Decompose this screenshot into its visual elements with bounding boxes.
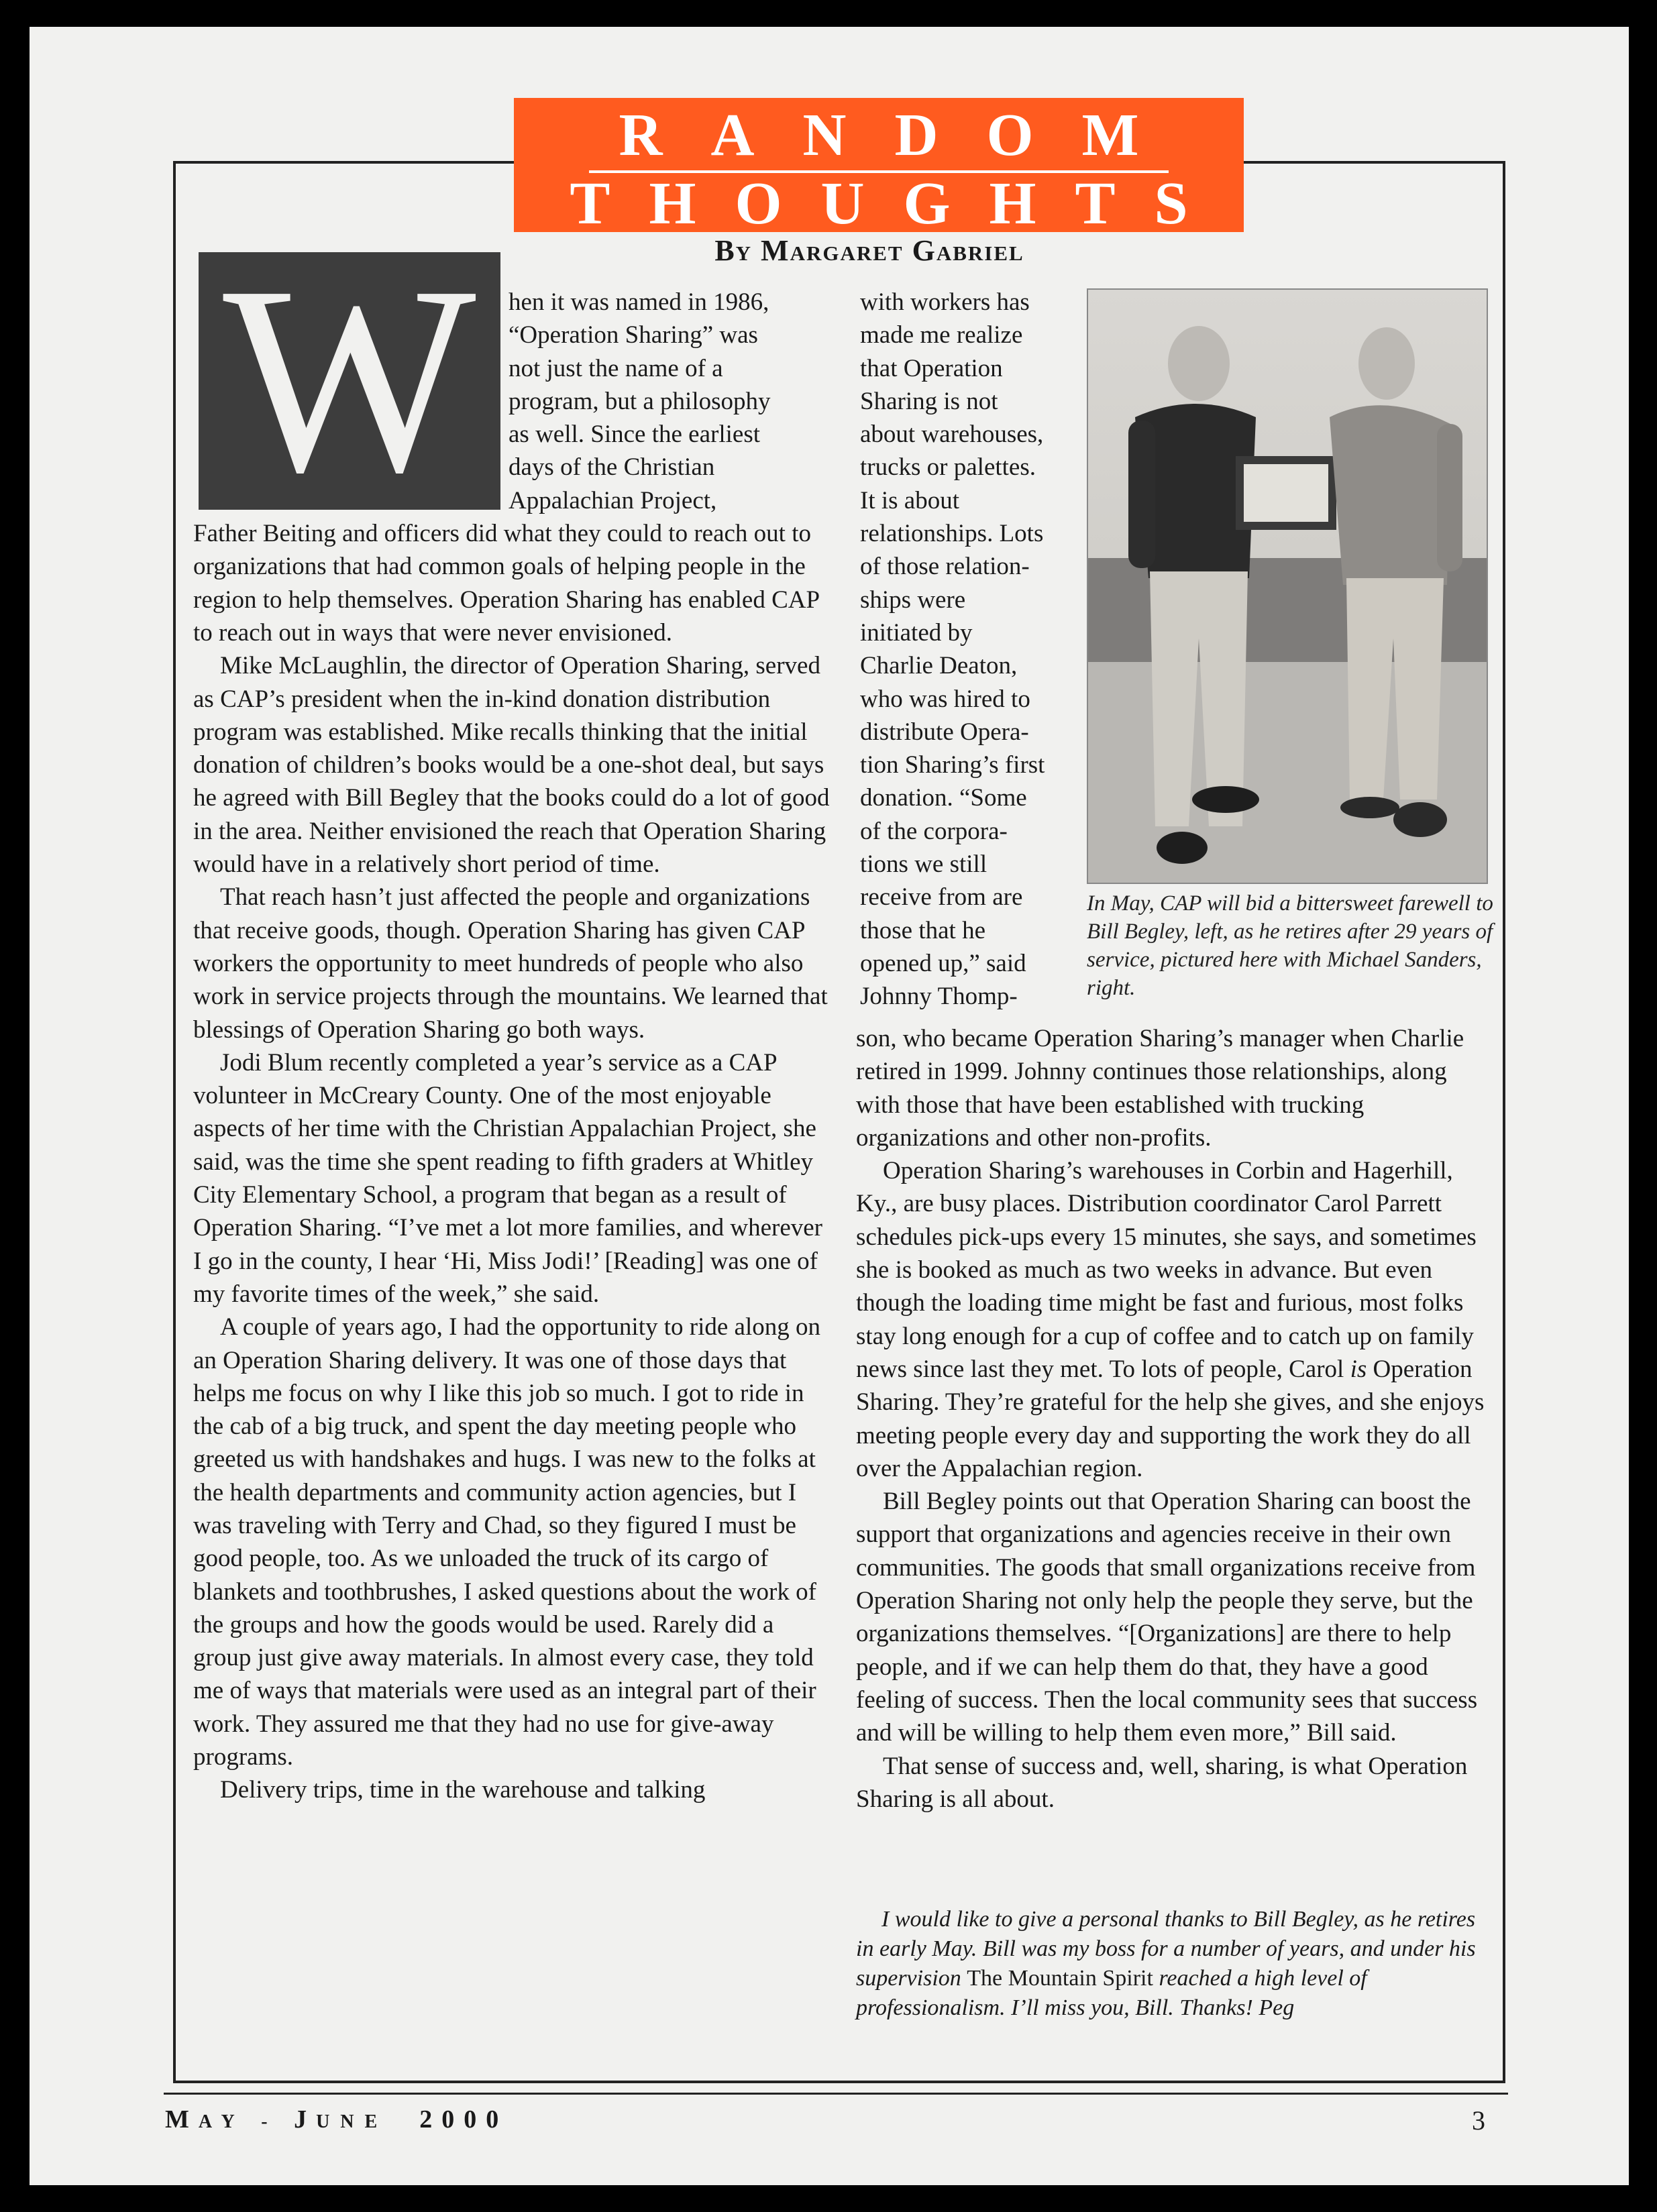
text-line: who was hired to xyxy=(860,685,1030,713)
paragraph: Jodi Blum recently completed a year’s service as a CAP volunteer in McCreary County. One of the most enjoyable aspects of her time with the Christian Appalachian Project, she said, was the time she spent reading to fifth graders at Whitley City Elementary School, a program that began as a result of Operation Sharing. “I’ve met a lot more families, and wherever I go in the county, I hear ‘Hi, Miss Jodi!’ [Reading] was one of my favorite times of the week,” she said. xyxy=(193,1048,823,1308)
text-line: with workers has xyxy=(860,288,1030,316)
intro-line: program, but a philosophy xyxy=(509,387,771,415)
text-line: distribute Opera- xyxy=(860,718,1029,746)
column-2-narrow xyxy=(860,286,1088,1013)
page xyxy=(30,27,1629,2185)
publication-name: The Mountain Spirit xyxy=(967,1966,1153,1991)
page-number: 3 xyxy=(1472,2105,1485,2136)
text-line: Johnny Thomp- xyxy=(860,983,1018,1011)
title-line-1: RANDOM xyxy=(619,102,1187,168)
paragraph: Mike McLaughlin, the director of Operation Sharing, served as CAP’s president when the in-kind donation distribution program was established. Mike recalls thinking that the initial donation of children’s books would be a one-shot deal, but says he agreed with Bill Begley that the books could do a lot of good in the area. Neither envisioned the reach that Operation Sharing would have in a relatively short period of time. xyxy=(193,652,830,879)
paragraph: That sense of success and, well, sharing, is what Operation Sharing is all about. xyxy=(856,1752,1468,1813)
paragraph: Father Beiting and officers did what they could to reach out to organizations that had common goals of helping people in the region to help themselves. Operation Sharing has enabled CAP to reach out in ways that were never envisioned. xyxy=(193,520,819,647)
text-line: initiated by xyxy=(860,618,973,647)
date-separator: - xyxy=(261,2111,278,2132)
paragraph: Bill Begley points out that Operation Sharing can boost the support that organizations and agencies receive in their own communities. The goods that small organizations receive from Operation Sharing not only help the people they serve, but the organizations themselves. “[Organizations] are there to help people, and if we can help them do that, they have a good feeling of success. Then the local community sees that success and will be willing to help them even more,” Bill said. xyxy=(856,1488,1478,1747)
text-line: trucks or palettes. xyxy=(860,453,1036,482)
intro-line: not just the name of a xyxy=(509,354,723,382)
text-line: Sharing is not xyxy=(860,387,998,415)
paragraph xyxy=(856,1154,1493,1485)
paragraph: That reach hasn’t just affected the people and organizations that receive goods, though. Operation Sharing has given CAP workers the opportunity to meet hundreds of people who also work in service projects through the mountains. We learned that blessings of Operation Sharing go both ways. xyxy=(193,883,828,1044)
paragraph: son, who became Operation Sharing’s manager when Charlie retired in 1999. Johnny continues those relationships, along with those that have been established with trucking organizations and other non-profits. xyxy=(856,1025,1464,1152)
intro-line: as well. Since the earliest xyxy=(509,421,761,449)
paragraph-text: Operation Sharing. They’re grateful for the help she gives, and she enjoys meeting people every day and supporting the work they do all over the Appalachian region. xyxy=(856,1355,1485,1482)
text-line: that Operation xyxy=(860,354,1003,382)
paragraph: Delivery trips, time in the warehouse and talking xyxy=(220,1776,706,1804)
intro-line: “Operation Sharing” was xyxy=(509,321,758,349)
photo-illustration xyxy=(1088,290,1488,884)
month-rest: UNE xyxy=(316,2111,388,2132)
text-line: tions we still xyxy=(860,850,987,879)
month-initial: J xyxy=(294,2105,317,2134)
text-line: about warehouses, xyxy=(860,421,1044,449)
text-line: It is about xyxy=(860,486,959,514)
column-1 xyxy=(193,286,831,1807)
note-text: I would like to give a personal thanks to Bill Begley, as he retires in early May. Bill was my boss for a number of years, and under his supervision xyxy=(856,1907,1476,1991)
month-initial: M xyxy=(165,2105,199,2134)
footer-rule xyxy=(164,2093,1508,2095)
drop-cap-letter: W xyxy=(223,231,476,528)
column-2 xyxy=(856,1022,1493,1816)
intro-lines xyxy=(509,286,831,517)
text-line: those that he xyxy=(860,916,986,944)
byline: By Margaret Gabriel xyxy=(714,234,1024,267)
paragraph: A couple of years ago, I had the opportunity to ride along on an Operation Sharing delivery. It was one of those days that helps me focus on why I like this job so much. I got to ride in the cab of a big truck, and spent the day meeting people who greeted us with handshakes and hugs. I was new to the folks at the health departments and community action agencies, but I was traveling with Terry and Chad, so they figured I must be good people, too. As we unloaded the truck of its cargo of blankets and toothbrushes, I asked questions about the work of the groups and how the goods would be used. Rarely did a group just give away materials. In almost every case, they told me of ways that materials were used as an integral part of their work. They assured me that they had no use for give-away programs. xyxy=(193,1313,820,1771)
intro-line: Appalachian Project, xyxy=(509,486,717,514)
paragraph-text: Operation Sharing’s warehouses in Corbin and Hagerhill, Ky., are busy places. Distribution coordinator Carol Parrett schedules pick-ups every 15 minutes, she says, and sometimes she is booked as much as two weeks in advance. But even though the loading time might be fast and furious, most folks stay long enough for a cup of coffee and to catch up on family news since last they met. To lots of people, Carol xyxy=(856,1157,1477,1383)
intro-line: hen it was named in 1986, xyxy=(509,288,769,316)
photo-caption: In May, CAP will bid a bittersweet farewell to Bill Begley, left, as he retires after 29 years of service, pictured here with Michael Sanders, right. xyxy=(1087,891,1493,1000)
personal-note xyxy=(856,1905,1493,2023)
text-line: donation. “Some xyxy=(860,784,1027,812)
text-line: made me realize xyxy=(860,321,1023,349)
issue-date xyxy=(165,2105,508,2134)
title-banner xyxy=(514,98,1244,237)
note-text: reached a high level of professionalism. I’ll miss you, Bill. Thanks! Peg xyxy=(856,1966,1367,2020)
text-line: receive from are xyxy=(860,883,1023,911)
title-line-2: THOUGHTS xyxy=(570,170,1227,237)
text-line: of the corpora- xyxy=(860,817,1008,845)
photo xyxy=(1087,288,1488,884)
intro-line: days of the Christian xyxy=(509,453,715,482)
text-line: opened up,” said xyxy=(860,949,1026,977)
text-line: relationships. Lots xyxy=(860,520,1044,548)
text-line: tion Sharing’s first xyxy=(860,751,1045,779)
text-line: ships were xyxy=(860,586,966,614)
text-line: of those relation- xyxy=(860,553,1030,581)
text-line: Charlie Deaton, xyxy=(860,652,1018,680)
emphasis: is xyxy=(1350,1355,1367,1383)
month-rest: AY xyxy=(198,2111,246,2132)
issue-year: 2000 xyxy=(419,2105,509,2134)
